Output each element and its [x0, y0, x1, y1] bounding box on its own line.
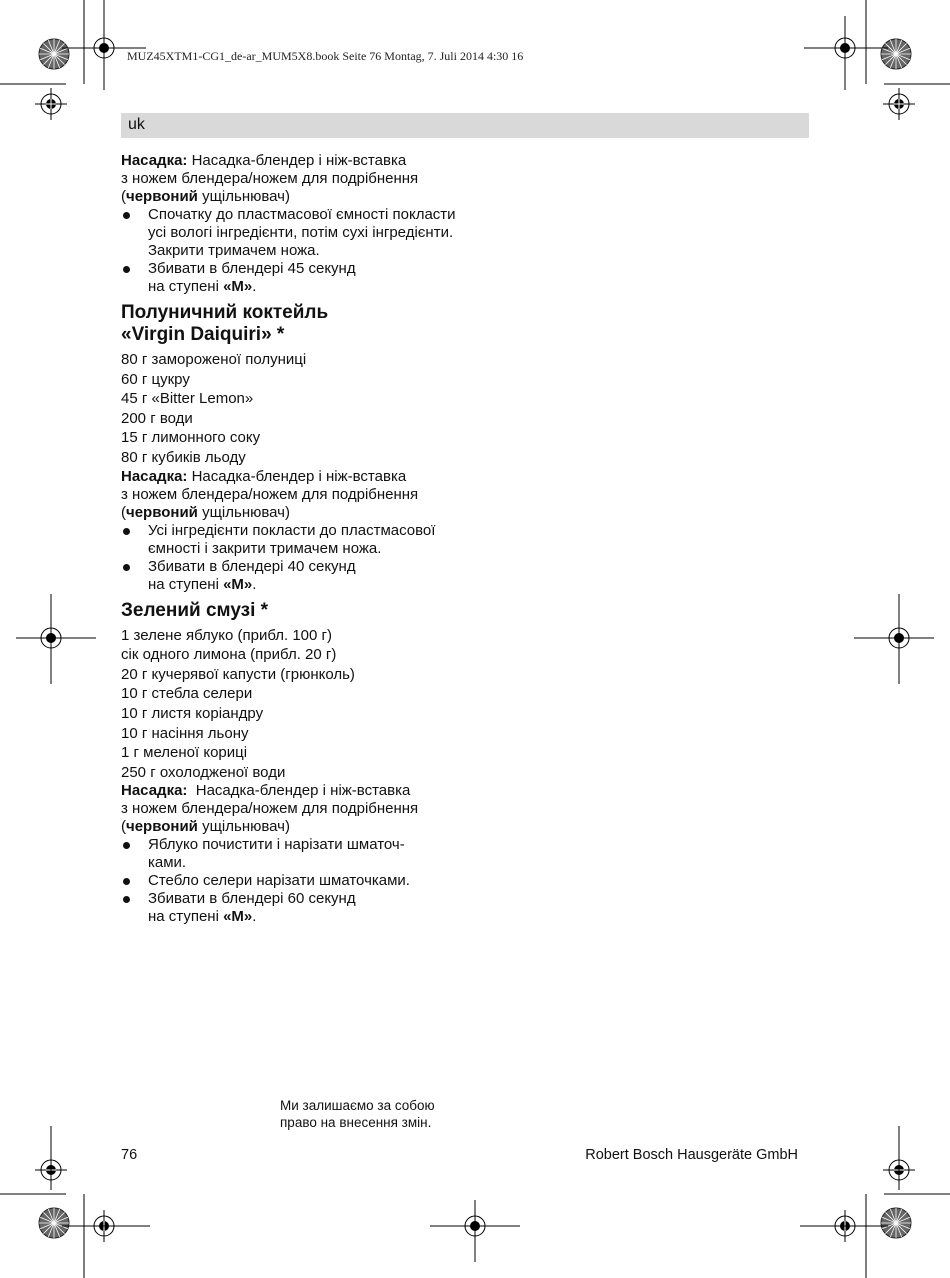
- page-number: 76: [121, 1147, 138, 1163]
- seal-color: червоний: [126, 503, 198, 521]
- ingredient: 80 г замороженої полуниці: [121, 351, 307, 368]
- print-header: MUZ45XTM1-CG1_de-ar_MUM5X8.book Seite 76 Montag, 7. Juli 2014 4:30 16: [127, 49, 524, 63]
- ingredient-list: [121, 350, 466, 468]
- recipe-content: [121, 152, 466, 926]
- language-bar: [121, 113, 809, 138]
- seal-color: червоний: [126, 818, 198, 836]
- seal-text: ущільнювач): [197, 188, 290, 205]
- ingredient-list: [121, 626, 466, 783]
- ingredient: 10 г стебла селери: [121, 685, 253, 703]
- recipe2-attachment: Насадка: Насадка-блендер і ніж-вставка з ножем блендера/ножем для подрібнення (червоний ущільнювач): [121, 467, 419, 521]
- footer-note: Ми залишаємо за собою право на внесення змін.: [280, 1098, 435, 1130]
- language-code: uk: [128, 116, 145, 133]
- ingredient: сік одного лимона (прибл. 20 г): [121, 646, 337, 664]
- attachment-label: Насадка:: [121, 467, 188, 485]
- recipe3-steps: [121, 836, 466, 926]
- ingredient: 10 г насіння льону: [121, 724, 249, 742]
- attachment-text: Насадка-блендер і ніж-вставка: [187, 152, 407, 169]
- recipe-title: Зелений смузі *: [121, 599, 269, 621]
- section1-attachment: Насадка: Насадка-блендер і ніж-вставка з ножем блендера/ножем для подрібнення (червоний ущільнювач): [121, 152, 466, 206]
- ingredient: 20 г кучерявої капусти (грюнколь): [121, 665, 355, 683]
- speed-setting: «M»: [223, 278, 253, 295]
- ingredient: 250 г охолодженої води: [121, 763, 286, 781]
- ingredient: 45 г «Bitter Lemon»: [121, 390, 254, 408]
- list-item: Збивати в блендері 60 секунд на ступені «M».: [121, 890, 466, 926]
- speed-setting: «M»: [223, 575, 253, 593]
- attachment-label: Насадка:: [121, 782, 188, 800]
- recipe2-steps: [121, 522, 466, 594]
- attachment-label: Насадка:: [121, 152, 188, 169]
- recipe-title: Полуничний коктейль «Virgin Daiquiri» *: [121, 302, 329, 345]
- speed-setting: «M»: [223, 908, 253, 926]
- list-item: Усі інгредієнти покласти до пластмасової ємності і закрити тримачем ножа.: [121, 522, 466, 558]
- seal-color: червоний: [126, 188, 198, 205]
- ingredient: 60 г цукру: [121, 370, 190, 388]
- ingredient: 15 г лимонного соку: [121, 429, 261, 447]
- list-item: Стебло селери нарізати шматочками.: [121, 872, 466, 890]
- ingredient: 1 зелене яблуко (прибл. 100 г): [121, 626, 332, 644]
- ingredient: 80 г кубиків льоду: [121, 448, 246, 466]
- ingredient: 10 г листя коріандру: [121, 704, 264, 722]
- company-name: Robert Bosch Hausgeräte GmbH: [585, 1147, 798, 1163]
- list-item: Яблуко почистити і нарізати шматоч-ками.: [121, 836, 418, 872]
- ingredient: 1 г меленої кориці: [121, 744, 248, 762]
- ingredient: 200 г води: [121, 409, 193, 427]
- recipe3-attachment: Насадка: Насадка-блендер і ніж-вставка з ножем блендера/ножем для подрібнення (червоний ущільнювач): [121, 782, 419, 836]
- list-item: Збивати в блендері 45 секунд на ступені «M».: [121, 260, 466, 296]
- section1-steps: [121, 206, 466, 296]
- list-item: Спочатку до пластмасової ємності покласти усі вологі інгредієнти, потім сухі інгредієнти. Закрити тримачем ножа.: [121, 206, 466, 260]
- list-item: Збивати в блендері 40 секунд на ступені «M».: [121, 558, 466, 594]
- attachment-text-2: з ножем блендера/ножем для подрібнення: [121, 170, 419, 187]
